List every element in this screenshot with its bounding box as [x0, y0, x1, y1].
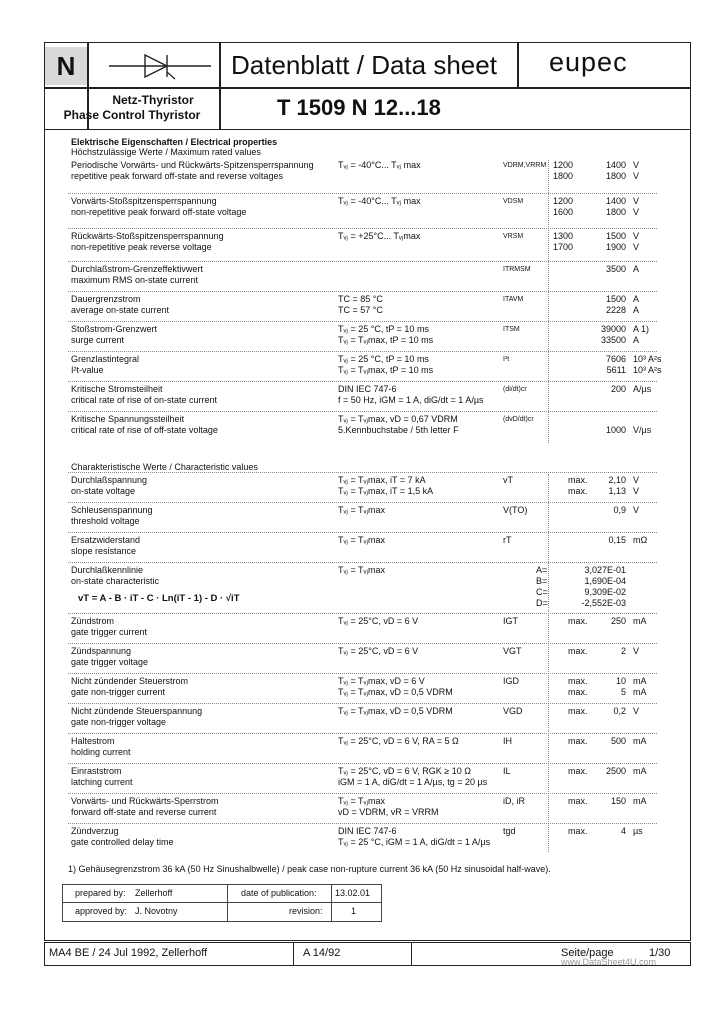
electrical-heading: Elektrische Eigenschaften / Electrical properties — [71, 137, 278, 147]
symbol: V(TO) — [503, 505, 528, 515]
param-name-en: repetitive peak forward off-state and reverse voltages — [71, 171, 283, 181]
value-1: 1300 — [553, 231, 574, 241]
device-type-de: Netz-Thyristor — [112, 93, 194, 107]
symbol: (dvD/dt)cr — [503, 416, 534, 423]
footer-bar — [44, 942, 691, 966]
condition-1: Tᵥⱼ = 25°C, vD = 6 V, RGK ≥ 10 Ω — [338, 766, 471, 776]
row-separator — [68, 472, 657, 473]
row-separator — [68, 261, 657, 262]
symbol: IH — [503, 736, 512, 746]
condition-1: Tᵥⱼ = 25 °C, tP = 10 ms — [338, 324, 429, 334]
param-name-de: Schleusenspannung — [71, 505, 153, 515]
param-name-de: Haltestrom — [71, 736, 115, 746]
unit-1: A — [633, 264, 640, 274]
condition-1: Tᵥⱼ = Tᵥⱼmax — [338, 796, 386, 806]
condition-1: Tᵥⱼ = -40°C... Tᵥⱼ max — [338, 196, 421, 206]
value-1: 2,10 — [608, 475, 626, 485]
param-name-de: Ersatzwiderstand — [71, 535, 141, 545]
publication-label: date of publication: — [241, 888, 317, 898]
value-4: 5611 — [606, 365, 626, 375]
value-1: 0,9 — [613, 505, 626, 515]
unit-1: mA — [633, 616, 647, 626]
symbol: vT — [503, 475, 513, 485]
qualifier-2: max. — [568, 687, 588, 697]
param-name-en: forward off-state and reverse current — [71, 807, 217, 817]
param-name-de: Periodische Vorwärts- und Rückwärts-Spitzensperrspannung — [71, 160, 314, 170]
footer-watermark: www.DataSheet4U.com — [561, 957, 657, 967]
approval-box — [62, 884, 382, 922]
param-name-de: Grenzlastintegral — [71, 354, 140, 364]
value-1: 1200 — [553, 196, 574, 206]
coefficient-key: B= — [536, 576, 548, 586]
coefficient-value: 1,690E-04 — [584, 576, 626, 586]
symbol: ITAVM — [503, 296, 524, 303]
unit-1: A/µs — [633, 384, 652, 394]
publication-date: 13.02.01 — [335, 888, 371, 898]
value-1: 1200 — [553, 160, 574, 170]
condition-2: Tᵥⱼ = Tᵥⱼmax, tP = 10 ms — [338, 335, 434, 345]
unit-2: V — [633, 486, 640, 496]
condition-1: DIN IEC 747-6 — [338, 384, 397, 394]
type-letter: N — [45, 47, 87, 85]
coefficient-key: A= — [536, 565, 548, 575]
value-1: 250 — [610, 616, 626, 626]
param-name-en: gate trigger current — [71, 627, 148, 637]
condition-1: Tᵥⱼ = Tᵥⱼmax — [338, 505, 386, 515]
condition-2: Tᵥⱼ = Tᵥⱼmax, tP = 10 ms — [338, 365, 434, 375]
condition-1: Tᵥⱼ = 25 °C, tP = 10 ms — [338, 354, 429, 364]
unit-2: A — [633, 335, 640, 345]
footer-page: 1/30 — [649, 947, 671, 959]
unit-2: mA — [633, 687, 647, 697]
unit-1: mA — [633, 796, 647, 806]
param-name-de: Durchlaßstrom-Grenzeffektivwert — [71, 264, 203, 274]
symbol: IGD — [503, 676, 520, 686]
qualifier-1: max. — [568, 826, 588, 836]
param-name-de: Kritische Stromsteilheit — [71, 384, 163, 394]
symbol: VDRM,VRRM — [503, 162, 547, 169]
unit-1: V — [633, 706, 640, 716]
row-separator — [68, 228, 657, 229]
condition-1: Tᵥⱼ = Tᵥⱼmax, vD = 0,67 VDRM — [338, 414, 458, 424]
max-rated-subheading: Höchstzulässige Werte / Maximum rated values — [71, 147, 261, 157]
param-name-en: average on-state current — [71, 305, 170, 315]
unit-1: V — [633, 475, 640, 485]
param-name-de: Vorwärts-Stoßspitzensperrspannung — [71, 196, 217, 206]
param-name-en: critical rate of rise of on-state current — [71, 395, 218, 405]
value-4: 1800 — [605, 207, 626, 217]
condition-1: Tᵥⱼ = Tᵥⱼmax, vD = 0,5 VDRM — [338, 706, 453, 716]
unit-1: A — [633, 294, 640, 304]
symbol: VGD — [503, 706, 523, 716]
condition-1: DIN IEC 747-6 — [338, 826, 397, 836]
param-name-en: surge current — [71, 335, 125, 345]
symbol: (di/dt)cr — [503, 386, 527, 393]
condition-1: Tᵥⱼ = Tᵥⱼmax, iT = 7 kA — [338, 475, 426, 485]
part-number: T 1509 N 12...18 — [277, 95, 441, 120]
revision-label: revision: — [289, 906, 323, 916]
param-name-en: holding current — [71, 747, 131, 757]
row-separator — [68, 193, 657, 194]
row-separator — [68, 643, 657, 644]
param-name-de: Einraststrom — [71, 766, 122, 776]
condition-2: iGM = 1 A, diG/dt = 1 A/µs, tg = 20 µs — [338, 777, 488, 787]
qualifier-1: max. — [568, 646, 588, 656]
param-name-de: Kritische Spannungssteilheit — [71, 414, 185, 424]
value-2: 1500 — [605, 294, 626, 304]
unit-2: V/µs — [633, 425, 652, 435]
value-1: 500 — [610, 736, 626, 746]
value-1: 10 — [615, 676, 626, 686]
value-4: 1900 — [605, 242, 626, 252]
qualifier-1: max. — [568, 796, 588, 806]
unit-1: mA — [633, 736, 647, 746]
prepared-label: prepared by: — [75, 888, 126, 898]
condition-2: TC = 57 °C — [338, 305, 383, 315]
unit-2: V — [633, 171, 640, 181]
param-name-en: I²t-value — [71, 365, 104, 375]
unit-2: 10³ A²s — [633, 365, 662, 375]
param-name-en: gate non-trigger current — [71, 687, 166, 697]
value-1: 0,2 — [613, 706, 626, 716]
value-1: 0,15 — [608, 535, 626, 545]
param-name-de: Vorwärts- und Rückwärts-Sperrstrom — [71, 796, 219, 806]
qualifier-1: max. — [568, 736, 588, 746]
param-name-en: gate controlled delay time — [71, 837, 174, 847]
value-2: 5 — [620, 687, 626, 697]
symbol: tgd — [503, 826, 516, 836]
param-name-en: non-repetitive peak forward off-state voltage — [71, 207, 247, 217]
row-separator — [68, 733, 657, 734]
value-1: 150 — [610, 796, 626, 806]
row-separator — [68, 793, 657, 794]
unit-2: V — [633, 242, 640, 252]
param-name-de: Rückwärts-Stoßspitzensperrspannung — [71, 231, 224, 241]
unit-1: A 1) — [633, 324, 650, 334]
unit-1: mΩ — [633, 535, 648, 545]
condition-1: TC = 85 °C — [338, 294, 383, 304]
unit-1: µs — [633, 826, 643, 836]
row-separator — [68, 411, 657, 412]
footer-doc: A 14/92 — [303, 947, 341, 959]
param-name-de: Zündverzug — [71, 826, 119, 836]
symbol: I²t — [503, 356, 510, 363]
symbol: VGT — [503, 646, 522, 656]
param-name-en: slope resistance — [71, 546, 137, 556]
param-name-de: Zündstrom — [71, 616, 115, 626]
condition-2: f = 50 Hz, iGM = 1 A, diG/dt = 1 A/µs — [338, 395, 484, 405]
characteristic-heading: Charakteristische Werte / Characteristic values — [71, 462, 258, 472]
value-2: 39000 — [600, 324, 626, 334]
onstate-de: Durchlaßkennlinie — [71, 565, 144, 575]
row-separator — [68, 502, 657, 503]
value-4: 1000 — [605, 425, 626, 435]
condition-2: Tᵥⱼ = Tᵥⱼmax, iT = 1,5 kA — [338, 486, 434, 496]
param-name-de: Nicht zündender Steuerstrom — [71, 676, 189, 686]
symbol: iD, iR — [503, 796, 525, 806]
value-1: 4 — [620, 826, 626, 836]
param-name-en: critical rate of rise of off-state voltage — [71, 425, 218, 435]
qualifier-1: max. — [568, 616, 588, 626]
row-separator — [68, 703, 657, 704]
footnote: 1) Gehäusegrenzstrom 36 kA (50 Hz Sinushalbwelle) / peak case non-rupture current 36 kA (50 Hz sinusoidal half-wave). — [68, 864, 551, 874]
prepared-by: Zellerhoff — [135, 888, 173, 898]
row-separator — [68, 321, 657, 322]
unit-1: V — [633, 196, 640, 206]
param-name-en: on-state voltage — [71, 486, 136, 496]
symbol: VRSM — [503, 233, 524, 240]
value-1: 2 — [620, 646, 626, 656]
condition-2: Tᵥⱼ = Tᵥⱼmax, vD = 0,5 VDRM — [338, 687, 453, 697]
param-name-en: maximum RMS on-state current — [71, 275, 199, 285]
document-title: Datenblatt / Data sheet — [231, 50, 497, 80]
param-name-de: Nicht zündende Steuerspannung — [71, 706, 203, 716]
unit-1: mA — [633, 676, 647, 686]
revision: 1 — [351, 906, 357, 916]
qualifier-1: max. — [568, 706, 588, 716]
value-2: 7606 — [605, 354, 626, 364]
value-2: 1,13 — [608, 486, 626, 496]
symbol: rT — [503, 535, 512, 545]
param-name-en: gate non-trigger voltage — [71, 717, 167, 727]
unit-1: V — [633, 231, 640, 241]
brand-logo: eupec — [549, 47, 628, 77]
condition-1: Tᵥⱼ = Tᵥⱼmax, vD = 6 V — [338, 676, 425, 686]
condition-2: Tᵥⱼ = 25 °C, iGM = 1 A, diG/dt = 1 A/µs — [338, 837, 491, 847]
row-separator — [68, 381, 657, 382]
unit-1: 10³ A²s — [633, 354, 662, 364]
thyristor-icon — [105, 49, 215, 83]
condition-2: 5.Kennbuchstabe / 5th letter F — [338, 425, 459, 435]
qualifier-1: max. — [568, 475, 588, 485]
symbol: IGT — [503, 616, 518, 626]
unit-1: mA — [633, 766, 647, 776]
value-2: 3500 — [605, 264, 626, 274]
unit-1: V — [633, 160, 640, 170]
row-separator — [68, 532, 657, 533]
value-3: 1600 — [553, 207, 574, 217]
param-name-en: latching current — [71, 777, 133, 787]
approved-by: J. Novotny — [135, 906, 178, 916]
coefficient-key: D= — [536, 598, 548, 608]
approved-label: approved by: — [75, 906, 128, 916]
param-name-en: non-repetitive peak reverse voltage — [71, 242, 212, 252]
condition-1: Tᵥⱼ = 25°C, vD = 6 V — [338, 616, 419, 626]
condition-1: Tᵥⱼ = 25°C, vD = 6 V, RA = 5 Ω — [338, 736, 459, 746]
condition-1: Tᵥⱼ = -40°C... Tᵥⱼ max — [338, 160, 421, 170]
unit-2: A — [633, 305, 640, 315]
value-4: 33500 — [600, 335, 626, 345]
param-name-en: threshold voltage — [71, 516, 140, 526]
value-3: 1800 — [553, 171, 574, 181]
onstate-condition: Tᵥⱼ = Tᵥⱼmax — [338, 565, 386, 575]
condition-2: vD = VDRM, vR = VRRM — [338, 807, 439, 817]
condition-1: Tᵥⱼ = +25°C... Tᵥⱼmax — [338, 231, 421, 241]
header-box — [44, 42, 691, 130]
param-name-de: Stoßstrom-Grenzwert — [71, 324, 158, 334]
row-separator — [68, 673, 657, 674]
symbol: ITRMSM — [503, 266, 531, 273]
row-separator — [68, 823, 657, 824]
row-separator — [68, 613, 657, 614]
coefficient-key: C= — [536, 587, 548, 597]
onstate-formula: vT = A - B · iT - C · Ln(iT - 1) - D · √iT — [78, 593, 240, 604]
condition-1: Tᵥⱼ = Tᵥⱼmax — [338, 535, 386, 545]
coefficient-value: 3,027E-01 — [584, 565, 626, 575]
row-separator — [68, 562, 657, 563]
footer-ref: MA4 BE / 24 Jul 1992, Zellerhoff — [49, 947, 208, 959]
value-4: 1800 — [605, 171, 626, 181]
symbol: VDSM — [503, 198, 524, 205]
coefficient-value: -2,552E-03 — [581, 598, 626, 608]
device-type-en: Phase Control Thyristor — [63, 108, 201, 122]
value-3: 1700 — [553, 242, 574, 252]
symbol: IL — [503, 766, 511, 776]
param-name-de: Durchlaßspannung — [71, 475, 148, 485]
value-2: 1400 — [605, 196, 626, 206]
value-2: 1500 — [605, 231, 626, 241]
unit-2: V — [633, 207, 640, 217]
qualifier-1: max. — [568, 766, 588, 776]
unit-1: V — [633, 505, 640, 515]
qualifier-1: max. — [568, 676, 588, 686]
param-name-de: Zündspannung — [71, 646, 132, 656]
param-name-de: Dauergrenzstrom — [71, 294, 141, 304]
value-1: 2500 — [605, 766, 626, 776]
param-name-en: gate trigger voltage — [71, 657, 149, 667]
row-separator — [68, 291, 657, 292]
coefficient-value: 9,309E-02 — [584, 587, 626, 597]
row-separator — [68, 763, 657, 764]
condition-1: Tᵥⱼ = 25°C, vD = 6 V — [338, 646, 419, 656]
qualifier-2: max. — [568, 486, 588, 496]
value-2: 1400 — [605, 160, 626, 170]
onstate-en: on-state characteristic — [71, 576, 160, 586]
unit-1: V — [633, 646, 640, 656]
value-4: 2228 — [605, 305, 626, 315]
value-2: 200 — [610, 384, 626, 394]
footer-page-label: Seite/page — [561, 947, 614, 959]
symbol: ITSM — [503, 326, 520, 333]
row-separator — [68, 351, 657, 352]
